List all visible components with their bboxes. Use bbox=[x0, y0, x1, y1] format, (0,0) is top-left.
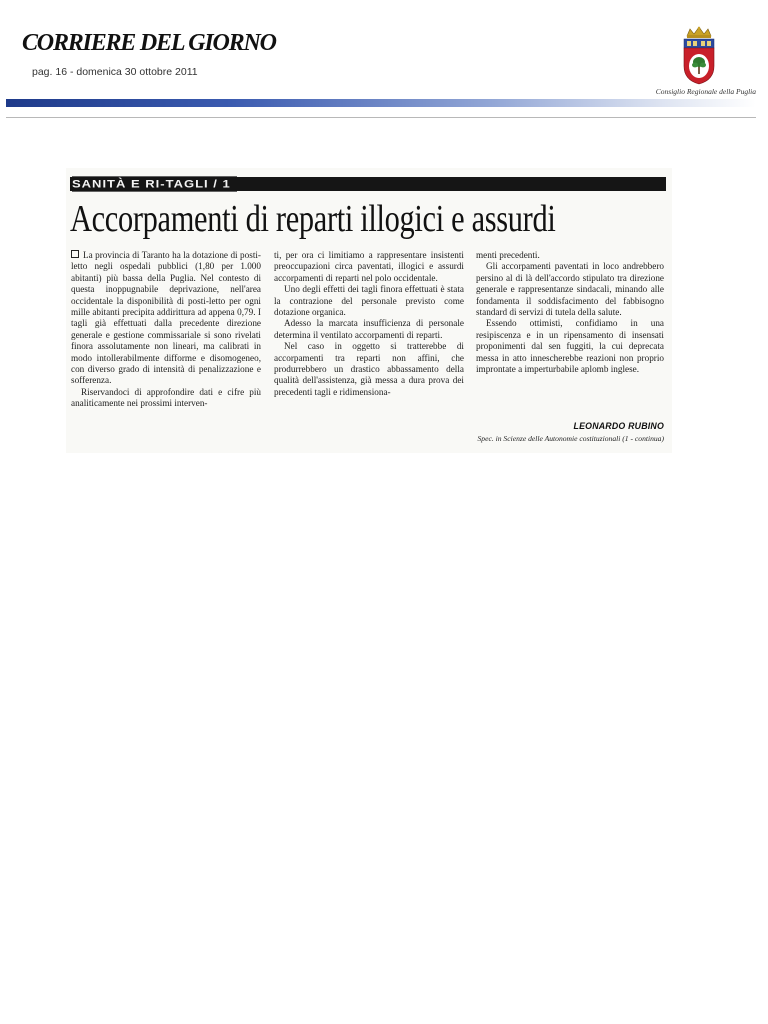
paragraph: La provincia di Taranto ha la dotazione di posti-letto negli ospedali pubblici (1,80 per 1.000 abitanti) più bassa della Puglia. Nel contesto di questa inoppugnabile deprivazione, nell'area occidentale la disponibilità di posti-letto per ogni mille abitanti precipita addirittura ad appena 0,79. I tagli già effettuati dalla precedente direzione generale e gestione commissariale si sono rivelati finora assolutamente non lineari, ma calibrati in modo intollerabilmente difforme e disomogeneo, con diverso grado di intensità di penalizzazione e sofferenza. bbox=[71, 250, 261, 386]
puglia-region-coat-of-arms-icon bbox=[678, 24, 720, 86]
header-rule-blue bbox=[6, 99, 756, 107]
header-rule-grey bbox=[6, 117, 756, 118]
kicker: SANITÀ E RI-TAGLI / 1 bbox=[72, 176, 237, 191]
author-note: Spec. in Scienze delle Autonomie costituzionali (1 - continua) bbox=[477, 434, 664, 443]
byline: LEONARDO RUBINO bbox=[573, 421, 664, 431]
dateline: pag. 16 - domenica 30 ottobre 2011 bbox=[32, 66, 198, 78]
article-column-1 bbox=[71, 250, 261, 410]
paragraph: Essendo ottimisti, confidiamo in una resipiscenza e in un ripensamento di insensati proponimenti dal sen fuggiti, la cui deprecata messa in atto innescherebbe reazioni non proprio improntate a imperturbabile aplomb inglese. bbox=[476, 318, 664, 375]
paragraph-box-icon bbox=[71, 250, 79, 258]
paragraph: ti, per ora ci limitiamo a rappresentare insistenti preoccupazioni circa paventati, illogici e assurdi accorpamenti di reparti nel polo occidentale. bbox=[274, 250, 464, 283]
paragraph: Nel caso in oggetto si tratterebbe di accorpamenti tra reparti non affini, che produrrebbero un drastico abbassamento della qualità dell'assistenza, già messa a dura prova dei precedenti tagli e ridimensiona- bbox=[274, 341, 464, 397]
council-name: Consiglio Regionale della Puglia bbox=[655, 87, 756, 96]
paragraph: Adesso la marcata insufficienza di personale determina il ventilato accorpamenti di reparti. bbox=[274, 318, 464, 340]
paragraph: Riservandoci di approfondire dati e cifre più analiticamente nei prossimi interven- bbox=[71, 386, 261, 409]
headline: Accorpamenti di reparti illogici e assurdi bbox=[70, 198, 556, 240]
paragraph: Gli accorpamenti paventati in loco andrebbero persino al di là dell'accordo stipulato tra direzione generale e rappresentanze sindacali, minando alle fondamenta il soddisfacimento del fabbisogno standard di servizi di tutela della salute. bbox=[476, 261, 664, 318]
paragraph: menti precedenti. bbox=[476, 250, 540, 260]
paragraph: Uno degli effetti dei tagli finora effettuati è stata la contrazione del personale previsto come dotazione organica. bbox=[274, 284, 464, 318]
article-column-2 bbox=[274, 250, 464, 398]
article-column-3 bbox=[476, 250, 664, 375]
masthead: CORRIERE DEL GIORNO bbox=[22, 30, 276, 56]
